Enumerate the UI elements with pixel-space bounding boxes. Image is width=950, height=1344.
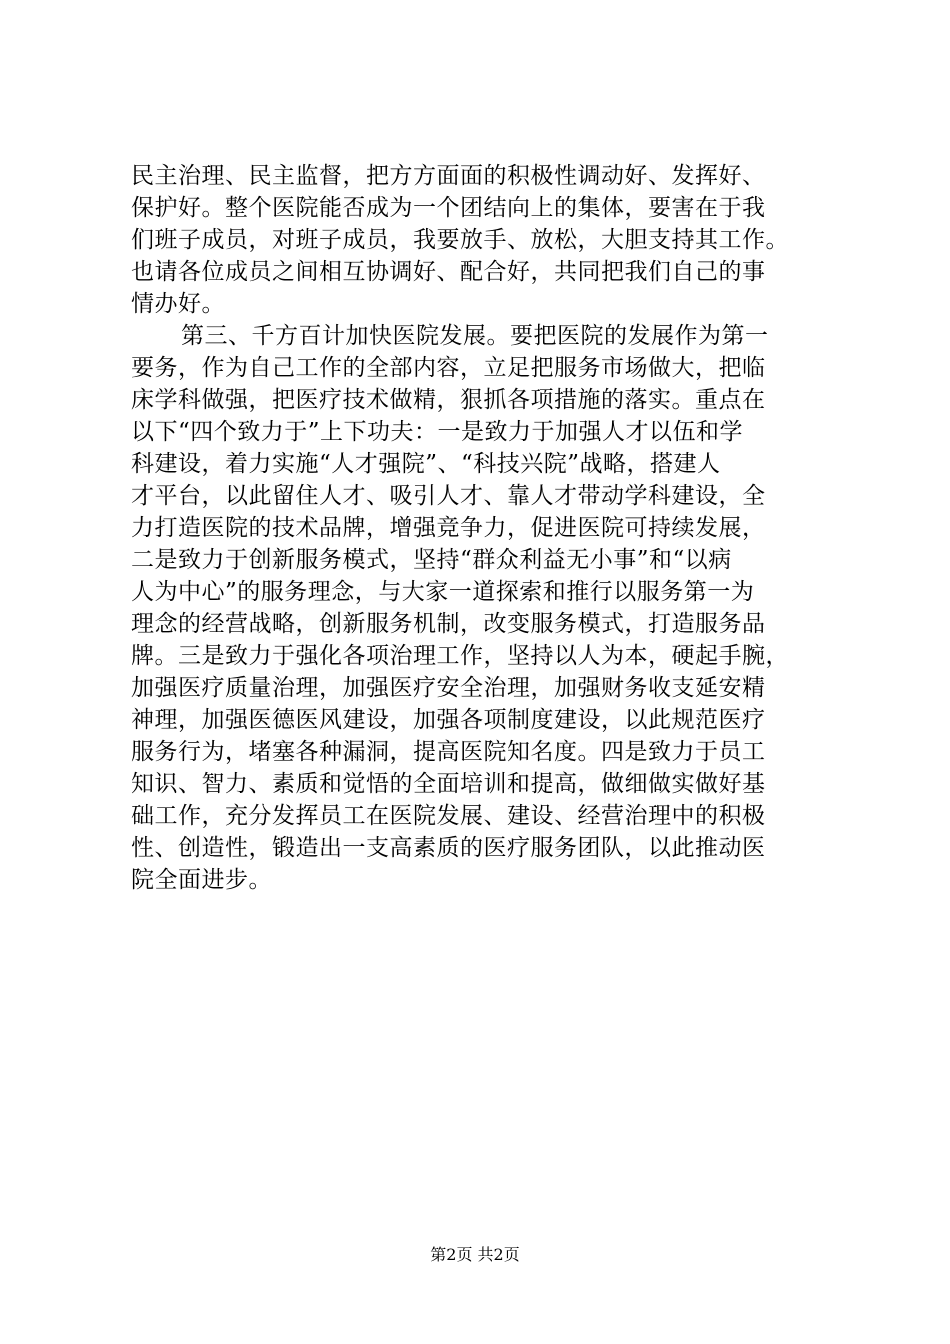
text-line: 础工作，充分发挥员工在医院发展、建设、经营治理中的积极 <box>131 803 766 829</box>
text-line: 服务行为，堵塞各种漏洞，提高医院知名度。四是致力于员工 <box>131 739 766 765</box>
text-line: 理念的经营战略，创新服务机制，改变服务模式，打造服务品 <box>131 611 766 637</box>
text-line: 们班子成员，对班子成员，我要放手、放松，大胆支持其工作。 <box>131 227 789 253</box>
body-text <box>131 160 831 896</box>
text-line: 以下“四个致力于”上下功夫：一是致力于加强人才以伍和学 <box>131 419 744 445</box>
page-number: 第2页 共2页 <box>430 1245 520 1264</box>
text-line: 二是致力于创新服务模式，坚持“群众利益无小事”和“以病 <box>131 547 732 573</box>
text-line: 知识、智力、素质和觉悟的全面培训和提高，做细做实做好基 <box>131 771 766 797</box>
text-line: 才平台，以此留住人才、吸引人才、靠人才带动学科建设，全 <box>131 483 766 509</box>
text-line: 床学科做强，把医疗技术做精，狠抓各项措施的落实。重点在 <box>131 387 766 413</box>
text-line: 科建设，着力实施“人才强院”、“科技兴院”战略，搭建人 <box>131 451 721 477</box>
paragraph-start-line: 第三、千方百计加快医院发展。要把医院的发展作为第一 <box>181 323 769 349</box>
text-line: 力打造医院的技术品牌，增强竞争力，促进医院可持续发展， <box>131 515 766 541</box>
text-line: 牌。三是致力于强化各项治理工作，坚持以人为本，硬起手腕， <box>131 643 789 669</box>
page-footer <box>0 1243 950 1267</box>
text-line: 神理，加强医德医风建设，加强各项制度建设，以此规范医疗 <box>131 707 766 733</box>
text-line: 情办好。 <box>131 291 225 317</box>
text-line: 也请各位成员之间相互协调好、配合好，共同把我们自己的事 <box>131 259 766 285</box>
text-line: 保护好。整个医院能否成为一个团结向上的集体，要害在于我 <box>131 195 766 221</box>
text-line: 加强医疗质量治理，加强医疗安全治理，加强财务收支延安精 <box>131 675 766 701</box>
text-line: 要务，作为自己工作的全部内容，立足把服务市场做大，把临 <box>131 355 766 381</box>
text-line: 民主治理、民主监督，把方方面面的积极性调动好、发挥好、 <box>131 163 766 189</box>
text-line: 性、创造性，锻造出一支高素质的医疗服务团队，以此推动医 <box>131 835 766 861</box>
text-line: 院全面进步。 <box>131 867 272 893</box>
text-line: 人为中心”的服务理念，与大家一道探索和推行以服务第一为 <box>131 579 755 605</box>
